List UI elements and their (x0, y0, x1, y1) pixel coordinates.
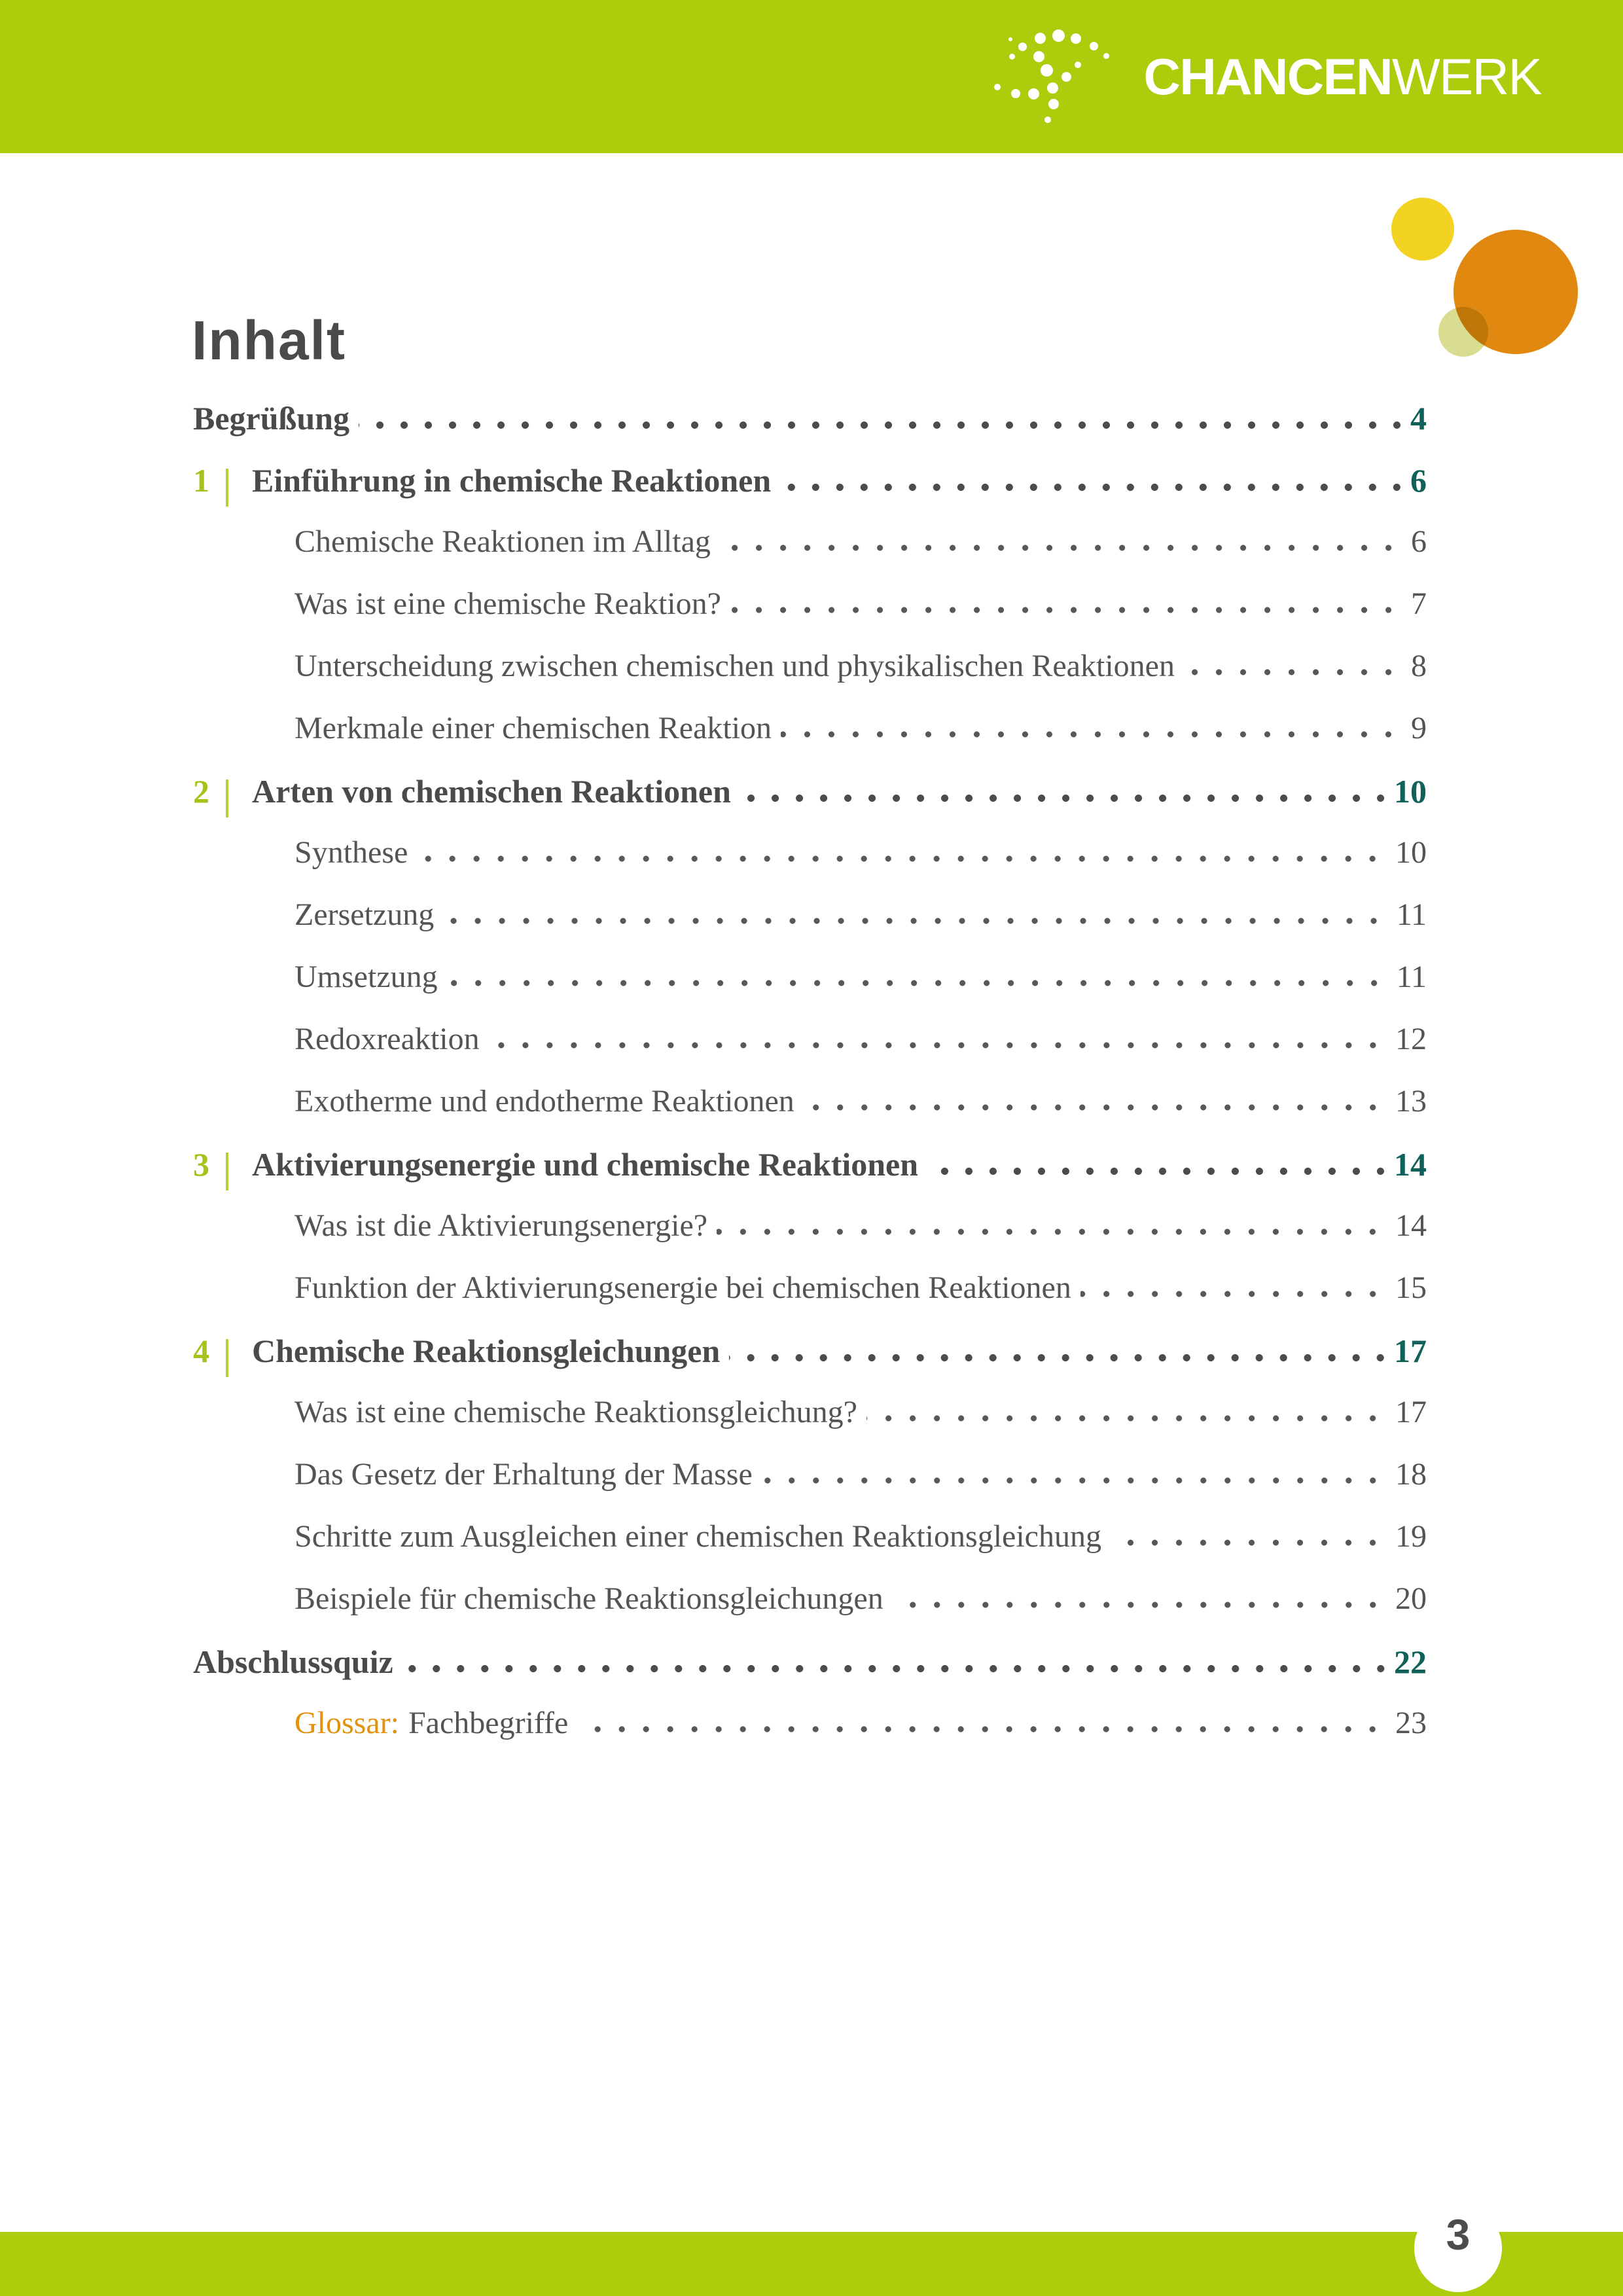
toc-entry-page: 14 (1394, 1146, 1427, 1183)
toc-entry (193, 1257, 1427, 1319)
wordmark-bold: CHANCEN (1143, 47, 1392, 105)
dot-leader (1080, 1289, 1385, 1298)
footer-page-badge (1414, 2204, 1502, 2292)
decorative-circle-yellow (1391, 198, 1454, 260)
toc-chapter-separator (226, 780, 228, 817)
toc-entry-title: Merkmale einer chemischen Reaktion (294, 711, 772, 745)
dot-leader (804, 1103, 1385, 1111)
toc-entry (193, 386, 1427, 448)
decorative-circle-pale-green (1438, 307, 1488, 357)
toc-entry-title: Schritte zum Ausgleichen einer chemischen Reaktionsgleichung (294, 1519, 1101, 1554)
dot-leader (489, 1041, 1385, 1049)
dot-leader (780, 483, 1409, 492)
toc-entry-title: Arten von chemischen Reaktionen (252, 773, 731, 810)
toc-entry-title: Chemische Reaktionsgleichungen (252, 1333, 721, 1369)
dot-leader (866, 1414, 1385, 1422)
toc-entry-page: 17 (1395, 1395, 1427, 1429)
footer-page-number: 3 (1446, 2210, 1471, 2259)
toc-entry-title: Begrüßung (193, 400, 349, 437)
toc-entry-title: Was ist eine chemische Reaktion? (294, 586, 721, 621)
toc-entry (193, 1630, 1427, 1692)
toc-entry-title: Funktion der Aktivierungsenergie bei chemischen Reaktionen (294, 1270, 1071, 1305)
toc-entry-page: 17 (1394, 1333, 1427, 1369)
toc-entry (193, 573, 1427, 635)
toc-entry (193, 697, 1427, 759)
toc-list (193, 386, 1427, 1754)
toc-chapter-separator (226, 1153, 228, 1191)
dot-leader (359, 421, 1409, 429)
toc-entry-title: Unterscheidung zwischen chemischen und physikalischen Reaktionen (294, 649, 1175, 683)
toc-entry (193, 511, 1427, 573)
toc-entry (193, 1692, 1427, 1754)
chancenwerk-logo (993, 0, 1542, 153)
toc-entry-title: Das Gesetz der Erhaltung der Masse (294, 1457, 753, 1492)
dot-leader (717, 1227, 1385, 1236)
footer-bar (0, 2232, 1623, 2296)
dot-leader (417, 854, 1385, 863)
toc-entry-title: Was ist eine chemische Reaktionsgleichung? (294, 1395, 857, 1429)
dot-leader (729, 1354, 1393, 1362)
toc-entry (193, 448, 1427, 511)
toc-entry (193, 821, 1427, 884)
toc-entry-title: Chemische Reaktionen im Alltag (294, 524, 711, 559)
toc-entry-title: Umsetzung (294, 960, 438, 994)
toc-entry-title: Aktivierungsenergie und chemische Reaktionen (252, 1146, 919, 1183)
toc-entry (193, 759, 1427, 821)
toc-entry-title: Einführung in chemische Reaktionen (252, 462, 772, 499)
dot-leader (781, 730, 1400, 738)
dot-leader (730, 605, 1400, 614)
dot-leader (1111, 1538, 1385, 1547)
toc-entry-page: 13 (1395, 1084, 1427, 1119)
toc-chapter-number: 4 (193, 1333, 209, 1369)
toc-chapter-number: 3 (193, 1146, 209, 1183)
toc-entry (193, 635, 1427, 697)
toc-entry (193, 1319, 1427, 1381)
toc-entry (193, 884, 1427, 946)
toc-entry (193, 1070, 1427, 1132)
toc-entry (193, 1568, 1427, 1630)
dot-leader (402, 1664, 1393, 1673)
toc-entry-page: 4 (1410, 400, 1427, 437)
toc-chapter-number: 2 (193, 773, 209, 810)
toc-chapter-separator (226, 469, 228, 507)
toc-entry-page: 8 (1411, 649, 1427, 683)
toc-entry-title: Zersetzung (294, 897, 435, 932)
toc-entry-page: 10 (1394, 773, 1427, 810)
toc-chapter-separator (226, 1339, 228, 1377)
dot-leader (740, 794, 1393, 802)
wordmark-light: WERK (1392, 47, 1541, 105)
toc-entry-page: 10 (1395, 835, 1427, 870)
toc-entry (193, 1505, 1427, 1568)
dot-leader (443, 916, 1386, 925)
header-bar (0, 0, 1623, 153)
dot-leader (577, 1725, 1385, 1733)
toc-entry-page: 11 (1396, 960, 1427, 994)
toc-entry (193, 1381, 1427, 1443)
page-title: Inhalt (192, 310, 346, 372)
toc-entry-prefix: Glossar: (294, 1706, 399, 1740)
toc-entry-page: 15 (1395, 1270, 1427, 1305)
toc-entry (193, 946, 1427, 1008)
dot-leader (720, 543, 1400, 552)
toc-entry-title: Redoxreaktion (294, 1022, 480, 1056)
toc-entry-page: 20 (1395, 1581, 1427, 1616)
toc-entry-page: 19 (1395, 1519, 1427, 1554)
toc-entry (193, 1194, 1427, 1257)
toc-entry-title: Exotherme und endotherme Reaktionen (294, 1084, 794, 1119)
toc-entry (193, 1008, 1427, 1070)
toc-entry-page: 11 (1396, 897, 1427, 932)
toc-chapter-number: 1 (193, 462, 209, 499)
toc-entry-title: Fachbegriffe (408, 1706, 569, 1740)
dot-leader (927, 1167, 1393, 1175)
toc-entry (193, 1443, 1427, 1505)
dot-leader (1184, 668, 1400, 676)
toc-entry-page: 12 (1395, 1022, 1427, 1056)
toc-entry-title: Was ist die Aktivierungsenergie? (294, 1208, 708, 1243)
toc-entry-title: Synthese (294, 835, 408, 870)
toc-entry-page: 9 (1411, 711, 1427, 745)
toc-entry-title: Abschlussquiz (193, 1643, 393, 1680)
toc-entry (193, 1132, 1427, 1194)
toc-entry-page: 14 (1395, 1208, 1427, 1243)
dot-leader (447, 978, 1386, 987)
toc-entry-page: 22 (1394, 1643, 1427, 1680)
toc-entry-title: Beispiele für chemische Reaktionsgleichungen (294, 1581, 883, 1616)
dot-leader (893, 1600, 1385, 1609)
toc-entry-page: 7 (1411, 586, 1427, 621)
toc-entry-page: 6 (1411, 524, 1427, 559)
toc-entry-page: 6 (1410, 462, 1427, 499)
toc-entry-page: 18 (1395, 1457, 1427, 1492)
dot-leader (762, 1476, 1385, 1484)
toc-entry-page: 23 (1395, 1706, 1427, 1740)
chancenwerk-wordmark (1144, 47, 1542, 107)
chancenwerk-dots-icon (993, 28, 1115, 132)
